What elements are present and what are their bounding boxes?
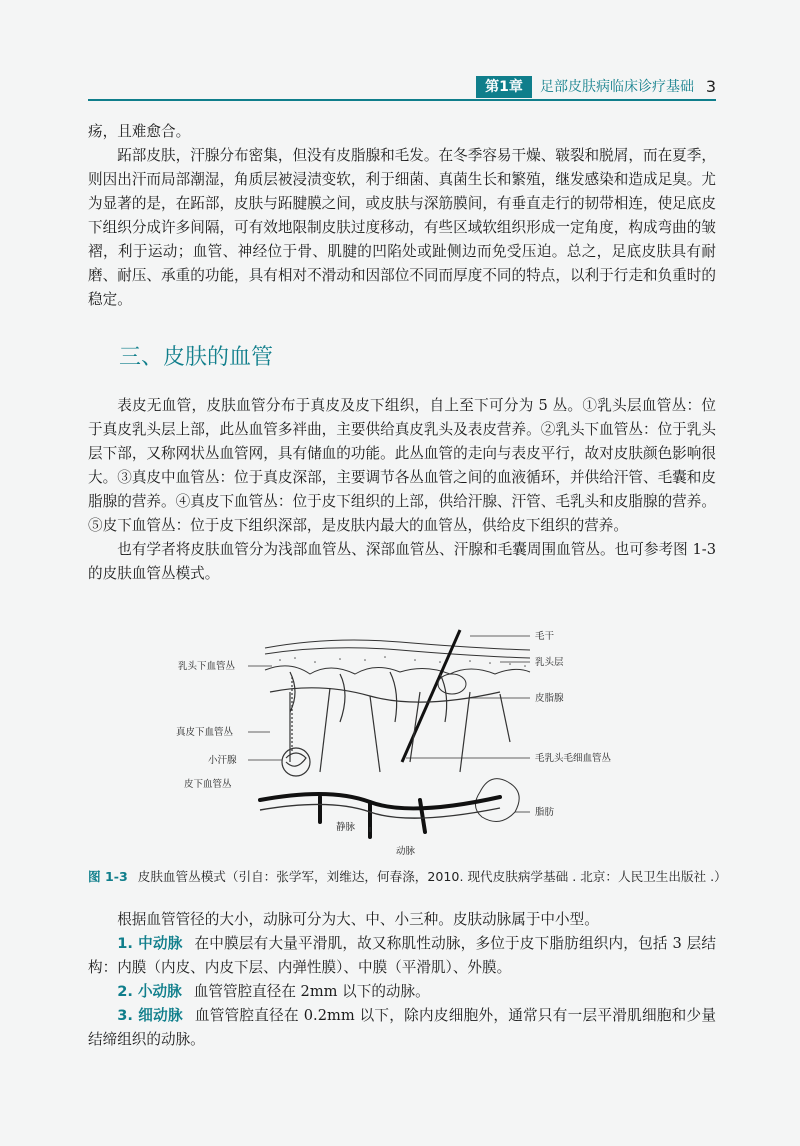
label-sebaceous-gland: 皮脂腺 [535,693,564,704]
label-hair-shaft: 毛干 [535,631,555,642]
term-arteriole: 3. 细动脉 [117,1007,183,1024]
header-rule [88,99,716,101]
section-text [88,394,716,586]
label-artery: 动脉 [396,846,416,857]
list-item [88,932,716,980]
item-text: 在中膜层有大量平滑肌，故又称肌性动脉，多位于皮下脂肪组织内，包括 3 层结构：内膜（内皮、内皮下层、内弹性膜）、中膜（平滑肌）、外膜。 [88,935,716,976]
arteries-text [88,908,716,1052]
list-item [88,1004,716,1052]
label-subpapillary-plexus: 乳头下血管丛 [178,661,236,672]
caption-label: 图 1-3 [88,869,128,884]
label-subdermal-plexus: 真皮下血管丛 [176,727,234,738]
skin-layers [265,640,530,674]
term-medium-artery: 1. 中动脉 [117,935,183,952]
label-sweat-gland: 小汗腺 [208,755,237,766]
figure-caption [88,866,728,885]
page-number: 3 [705,77,716,96]
chapter-title: 足部皮肤病临床诊疗基础 [540,79,694,95]
list-item [88,980,716,1004]
dotted-epidermis [279,656,526,667]
label-papillary-layer: 乳头层 [535,657,564,668]
label-hair-papilla-capillary: 毛乳头毛细血管丛 [535,753,612,764]
paragraph-plantar-skin: 跖部皮肤，汗腺分布密集，但没有皮脂腺和毛发。在冬季容易干燥、皲裂和脱屑，而在夏季，则因出汗而局部潮湿，角质层被浸渍变软，利于细菌、真菌生长和繁殖，继发感染和造成足臭。尤为显著的是，在跖部，皮肤与跖腱膜之间，或皮肤与深筋膜间，有垂直走行的韧带相连，使足底皮下组织分成许多间隔，可有效地限制皮肤过度移动，有些区域软组织形成一定角度，构成弯曲的皱褶，利于运动；血管、神经位于骨、肌腱的凹陷处或趾侧边而免受压迫。总之，足底皮肤具有耐磨、耐压、承重的功能，具有相对不滑动和因部位不同而厚度不同的特点，以利于行走和负重时的稳定。 [88,147,716,308]
sweat-gland [282,677,310,776]
running-header [88,76,716,98]
term-small-artery: 2. 小动脉 [117,983,182,1000]
hair-shaft [402,630,460,762]
sebaceous-gland [438,674,466,694]
paragraph-vessel-classification: 也有学者将皮肤血管分为浅部血管丛、深部血管丛、汗腺和毛囊周围血管丛。也可参考图 1-3 的皮肤血管丛模式。 [88,541,716,582]
section-title: 三、皮肤的血管 [119,345,274,370]
continued-text: 疡，且难愈合。 [88,123,191,140]
intro-text [88,120,716,312]
caption-text: 皮肤血管丛模式（引自：张学军，刘维达，何春涤，2010. 现代皮肤病学基础 . 北京：人民卫生出版社 .） [137,869,727,884]
item-text: 血管管腔直径在 2mm 以下的动脉。 [193,983,430,1000]
label-subcutaneous-plexus: 皮下血管丛 [184,779,232,790]
paragraph-artery-size: 根据血管管径的大小，动脉可分为大、中、小三种。皮肤动脉属于中小型。 [117,911,599,928]
label-vein: 静脉 [336,822,356,833]
paragraph-vessel-plexus: 表皮无血管，皮肤血管分布于真皮及皮下组织，自上至下可分为 5 丛。①乳头层血管丛：位于真皮乳头层上部，此丛血管多袢曲，主要供给真皮乳头及表皮营养。②乳头下血管丛：位于乳头层下部，又称网状丛血管网，具有储血的功能。此丛血管的走向与表皮平行，故对皮肤颜色影响很大。③真皮中血管丛：位于真皮深部，主要调节各丛血管之间的血液循环，并供给汗管、毛囊和皮脂腺的营养。④真皮下血管丛：位于皮下组织的上部，供给汗腺、汗管、毛乳头和皮脂腺的营养。⑤皮下血管丛：位于皮下组织深部，是皮肤内最大的血管丛，供给皮下组织的营养。 [88,397,716,534]
label-fat: 脂肪 [535,807,555,818]
skin-vessel-diagram [170,622,640,862]
upper-vessels [270,672,510,772]
item-text: 血管管腔直径在 0.2mm 以下，除内皮细胞外，通常只有一层平滑肌细胞和少量结缔组织的动脉。 [88,1007,716,1048]
chapter-badge: 第1章 [476,76,532,98]
